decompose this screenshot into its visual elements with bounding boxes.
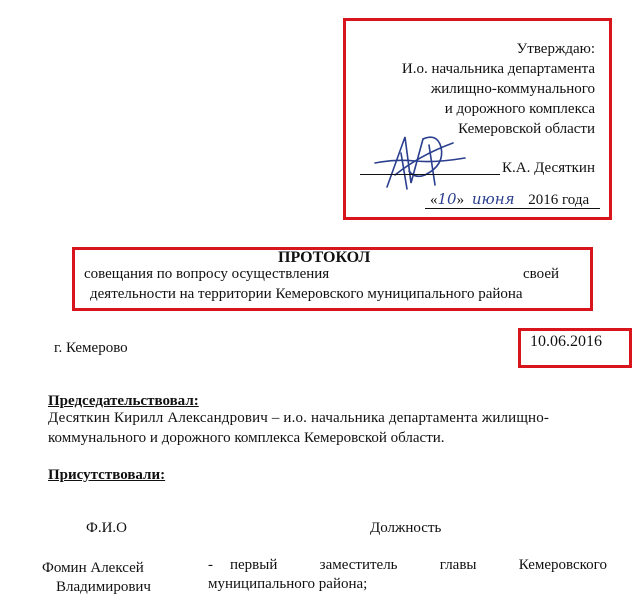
attendees-label: Присутствовали: bbox=[48, 467, 166, 483]
chaired-line-2: коммунального и дорожного комплекса Кемеровской области. bbox=[48, 430, 445, 446]
attendee-name-line-1: Фомин Алексей bbox=[42, 560, 144, 576]
chaired-line-1: Десяткин Кирилл Александрович – и.о. начальника департамента жилищно- bbox=[48, 410, 549, 426]
title-line-2: деятельности на территории Кемеровского муниципального района bbox=[90, 286, 523, 302]
approve-word: Утверждаю: bbox=[516, 41, 595, 57]
protocol-heading: ПРОТОКОЛ bbox=[278, 249, 371, 266]
date-open-quote: « bbox=[430, 192, 438, 208]
date-close-quote: » bbox=[456, 192, 465, 208]
approver-position-line-4: Кемеровской области bbox=[458, 121, 595, 137]
attendee-name-line-2: Владимирович bbox=[56, 579, 151, 595]
date-year: 2016 года bbox=[528, 192, 590, 208]
signature-line bbox=[360, 174, 500, 175]
approver-position-line-3: и дорожного комплекса bbox=[444, 101, 595, 117]
protocol-date: 10.06.2016 bbox=[530, 333, 602, 350]
place: г. Кемерово bbox=[54, 340, 128, 356]
attendees-col-name: Ф.И.О bbox=[86, 520, 128, 536]
position-word-1: первый bbox=[230, 557, 278, 573]
date-month: июня bbox=[471, 190, 515, 208]
approval-date bbox=[430, 190, 589, 209]
signature-scribble bbox=[365, 125, 475, 195]
attendees-col-position: Должность bbox=[370, 520, 442, 536]
signer-name: К.А. Десяткин bbox=[502, 160, 595, 176]
attendee-position-line-1 bbox=[230, 557, 607, 574]
title-line-1-start: совещания по вопросу осуществления bbox=[84, 266, 330, 282]
approval-date-underline bbox=[425, 208, 600, 209]
position-word-4: Кемеровского bbox=[518, 557, 607, 573]
position-word-3: главы bbox=[439, 557, 477, 573]
position-word-2: заместитель bbox=[319, 557, 398, 573]
approver-position-line-1: И.о. начальника департамента bbox=[401, 61, 595, 77]
attendee-position-line-2: муниципального района; bbox=[208, 576, 368, 592]
approver-position-line-2: жилищно-коммунального bbox=[430, 81, 595, 97]
date-day: 10 bbox=[437, 190, 457, 208]
attendee-dash: - bbox=[208, 557, 213, 573]
title-line-1-end: своей bbox=[523, 266, 560, 282]
chaired-label: Председательствовал: bbox=[48, 393, 199, 409]
